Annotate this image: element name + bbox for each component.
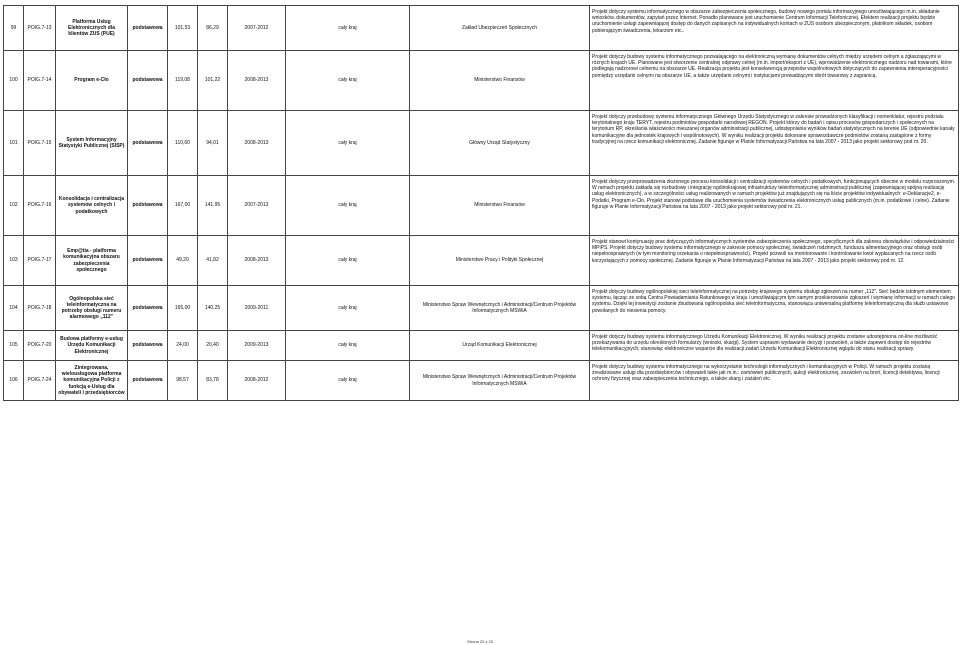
cell-type: podstawowa [128, 111, 168, 176]
cell-code: POIG.7-20 [24, 331, 56, 361]
cell-cost-eu: 141,95 [198, 176, 228, 236]
cell-name: Konsolidacja i centralizacja systemów celnych i podatkowych [56, 176, 128, 236]
cell-name: Budowa platformy e-usług Urzędu Komunikacji Elektronicznej [56, 331, 128, 361]
cell-period: 2008-2013 [228, 111, 286, 176]
table-row [4, 361, 959, 401]
cell-cost-eu: 86,29 [198, 6, 228, 51]
cell-cost-eu: 101,22 [198, 51, 228, 111]
table-row [4, 111, 959, 176]
cell-type: podstawowa [128, 361, 168, 401]
cell-cost-total: 165,00 [168, 286, 198, 331]
projects-table [3, 5, 959, 401]
cell-name: Ogólnopolska sieć teleinformatyczna na potrzeby obsługi numeru alarmowego „112” [56, 286, 128, 331]
cell-type: podstawowa [128, 331, 168, 361]
cell-code: POIG.7-18 [24, 286, 56, 331]
cell-name: Emp@tia - platforma komunikacyjna obszaru zabezpieczenia społecznego [56, 236, 128, 286]
cell-area: cały kraj [286, 286, 410, 331]
cell-institution: Urząd Komunikacji Elektronicznej [410, 331, 590, 361]
cell-institution: Ministerstwo Finansów [410, 176, 590, 236]
cell-institution: Ministerstwo Spraw Wewnętrznych i Administracji/Centrum Projektów Informatycznych MSWiA [410, 286, 590, 331]
cell-cost-total: 98,57 [168, 361, 198, 401]
cell-institution: Ministerstwo Finansów [410, 51, 590, 111]
table-row [4, 176, 959, 236]
cell-period: 2007-2012 [228, 6, 286, 51]
cell-cost-total: 110,60 [168, 111, 198, 176]
cell-area: cały kraj [286, 51, 410, 111]
table-body [4, 6, 959, 401]
table-row [4, 286, 959, 331]
cell-description: Projekt dotyczy budowy systemu informatycznego Urzędu Komunikacji Elektronicznej. W wyniku realizacji projektu zostanie udostępniona on-line możliwość przekazywania do urzędu określonych formularzy (wnioski, skargi). System usprawni wydawanie decyzji i pozwoleń, a także zapewni dostęp do rejestrów telekomunikacyjnych, stanowiąc elektroniczne wsparcie dla realizacji zadań Urzędu Komunikacji Elektronicznej wglądu do stanu realizacji sprawy. [590, 331, 959, 361]
cell-institution: Ministerstwo Spraw Wewnętrznych i Administracji/Centrum Projektów Informatycznych MSWiA [410, 361, 590, 401]
cell-name: System Informacyjny Statystyki Publicznej (SISP) [56, 111, 128, 176]
cell-code: POIG.7-13 [24, 6, 56, 51]
cell-code: POIG.7-14 [24, 51, 56, 111]
cell-area: cały kraj [286, 6, 410, 51]
cell-type: podstawowa [128, 286, 168, 331]
cell-institution: Główny Urząd Statystyczny [410, 111, 590, 176]
cell-area: cały kraj [286, 176, 410, 236]
cell-description: Projekt dotyczy przeprowadzenia złożonego procesu konsolidacji i centralizacji systemów celnych i podatkowych, funkcjonujących obecnie w modelu rozproszonym. W ramach projektu zakłada się rozbudowę i integrację ogólnokrajowej infrastruktury teleinformatycznej administracji publicznej (zapewniającej spójną realizację usług elektronicznych), a w szczególności usług realizowanych w ramach projektów już znajdujących się na liście projektów indywidualnych: e-Deklaracje2, e-Podatki, Program e-Cło. Projekt stanowi podstawę dla uruchomienia systemów świadczenia elektronicznych usług publicznych (m.in. podatkowe i celne). Zadanie figuruje w Planie Informatyzacji Państwa na lata 2007 - 2013 jako projekt sektorowy pod nr. 21. [590, 176, 959, 236]
page-footer: Strona 20 z 20 [466, 639, 494, 644]
cell-name: Zintegrowana, wielousługowa platforma komunikacyjna Policji z funkcją e-Usług dla obywateli i przedsiębiorców [56, 361, 128, 401]
cell-cost-total: 101,53 [168, 6, 198, 51]
cell-period: 2007-2013 [228, 176, 286, 236]
cell-period: 2009-2011 [228, 286, 286, 331]
cell-area: cały kraj [286, 111, 410, 176]
table-row [4, 236, 959, 286]
cell-institution: Zakład Ubezpieczeń Społecznych [410, 6, 590, 51]
cell-period: 2009-2013 [228, 331, 286, 361]
cell-description: Projekt dotyczy budowy systemu informatycznego na wykorzystanie technologii informatycznych i komunikacyjnych w Policji. W ramach projektu zostaną zrealizowane usługi dla przedsiębiorców i obywateli takie jak m.in.: zamówień publicznych, aukcji elektronicznej, zezwoleń na broń, licencji detektywa, licencji ochrony fizycznej oraz zabezpieczenia technicznego, a także skarg i zażaleń etc. [590, 361, 959, 401]
cell-cost-total: 24,00 [168, 331, 198, 361]
cell-cost-eu: 41,82 [198, 236, 228, 286]
cell-code: POIG.7-16 [24, 176, 56, 236]
cell-institution: Ministerstwo Pracy i Polityki Społecznej [410, 236, 590, 286]
cell-cost-total: 119,08 [168, 51, 198, 111]
cell-period: 2008-2013 [228, 236, 286, 286]
cell-description: Projekt dotyczy przebudowy systemu informatycznego Głównego Urzędu Statystycznego w zakresie prowadzonych klasyfikacji i nomenklatur, rejestru podziału terytorialnego kraju TERYT, rejestru podmiotów gospodarki narodowej REGON. Projekt którzy do badań i opisu procesów gospodarczych i społecznych na terytorium RP, określania właściwości mieszanej organów administracji publicznej, udostępniania wyników badań statystycznych na terenie UE (odpowiednie kanały komunikacyjne dla jednostek krajowych i wspólnotowych). W wyniku realizacji projektu dokonane sprawozdawcze podmiotów zostaną zastąpione z formy tradycyjnej na rzecz komunikacji elektronicznej. Zadanie figuruje w Planie Informatyzacji Państwa na lata 2007 - 2013 jako projekt sektorowy pod nr. 20. [590, 111, 959, 176]
cell-code: POIG.7-24 [24, 361, 56, 401]
cell-type: podstawowa [128, 236, 168, 286]
table-row [4, 331, 959, 361]
cell-description: Projekt stanowi kontynuację prac dotyczących informatycznych systemów zabezpieczenia społecznego, specyficznych dla zakresu obowiązków i odpowiedzialności MPiPS. Projekt dotyczy budowy systemu informatycznego w zakresie pomocy społecznej, świadczeń rodzinnych, funduszu alimentacyjnego oraz obsługi osób niepełnosprawnych (w tym monitoring orzekania o niepełnosprawności). Projekt pozwoli na monitorowanie i kontrolowanie kwot wypłacanych na rzecz osób korzystających z pomocy społecznej. Zadanie figuruje w Planie Informatyzacji Państwa na lata 2007 - 2013 jako projekt sektorowy pod nr. 12. [590, 236, 959, 286]
cell-cost-eu: 20,40 [198, 331, 228, 361]
cell-description: Projekt dotyczy budowy systemu informatycznego pozwalającego na elektroniczną wymianę dokumentów celnych między urzędem celnym a zgłaszającymi w różnych krajach UE. Planowane jest stworzenie centralnej odprawy celnej (m.in. import/eksport z UE), wprowadzenie elektronicznego nadzoru nad towarami, które podlegają nadzorowi celnemu na obszarze UE. Realizacja projektu jest konsekwencją przepisów wspólnotowych dotyczących do zapewnienia interoperacyjności pomiędzy urzędami celnymi na obszarze UE, a także urzędami celnymi i instytucjami prowadzącymi obrót towarowy z zagranicą. [590, 51, 959, 111]
cell-area: cały kraj [286, 361, 410, 401]
cell-cost-eu: 83,78 [198, 361, 228, 401]
cell-no: 106 [4, 361, 24, 401]
cell-cost-eu: 94,01 [198, 111, 228, 176]
cell-no: 104 [4, 286, 24, 331]
cell-cost-eu: 140,25 [198, 286, 228, 331]
table-row [4, 6, 959, 51]
table-row [4, 51, 959, 111]
cell-no: 101 [4, 111, 24, 176]
cell-no: 102 [4, 176, 24, 236]
cell-code: POIG.7-15 [24, 111, 56, 176]
cell-cost-total: 167,00 [168, 176, 198, 236]
cell-cost-total: 49,20 [168, 236, 198, 286]
cell-type: podstawowa [128, 51, 168, 111]
cell-type: podstawowa [128, 6, 168, 51]
cell-area: cały kraj [286, 236, 410, 286]
cell-no: 105 [4, 331, 24, 361]
cell-no: 99 [4, 6, 24, 51]
cell-name: Program e-Cło [56, 51, 128, 111]
cell-code: POIG.7-17 [24, 236, 56, 286]
cell-period: 2008-2013 [228, 51, 286, 111]
cell-name: Platforma Usług Elektronicznych dla klientów ZUS (PUE) [56, 6, 128, 51]
cell-description: Projekt dotyczy systemu informatycznego w obszarze zabezpieczenia społecznego, budowy nowego portalu informacyjnego umożliwiającego m.in. składanie wniosków, dokumentów, zapytań przez Internet. Ponadto planowane jest uruchomienie Centrum Informacji Telefonicznej. Efektem realizacji projektu będzie uruchomienie usługi zapewniającej dostęp do danych zapisanych na indywidualnych kontach w ZUS osobom ubezpieczonym, płatnikom składek, osobom pobierającym świadczenia, lekarzom etc.. [590, 6, 959, 51]
cell-area: cały kraj [286, 331, 410, 361]
cell-no: 103 [4, 236, 24, 286]
cell-type: podstawowa [128, 176, 168, 236]
cell-description: Projekt dotyczy budowy ogólnopolskiej sieci teleinformatycznej na potrzeby krajowego systemu obsługi zgłoszeń na numer „112”. Sieć będzie istotnym elementem systemu, łącząc ze sobą Centra Powiadamiania Ratunkowego w kraju i umożliwiającym tym samym przekierowanie zgłoszeń i wymianę informacji w ramach całego systemu. Dzięki tej inwestycji zostanie zbudowana ogólnopolska sieć teleinformatyczna, stanowiąca uniwersalną platformę teleinformatyczną dla służb ustawowo powołanych do niesienia pomocy. [590, 286, 959, 331]
cell-no: 100 [4, 51, 24, 111]
cell-period: 2008-2012 [228, 361, 286, 401]
